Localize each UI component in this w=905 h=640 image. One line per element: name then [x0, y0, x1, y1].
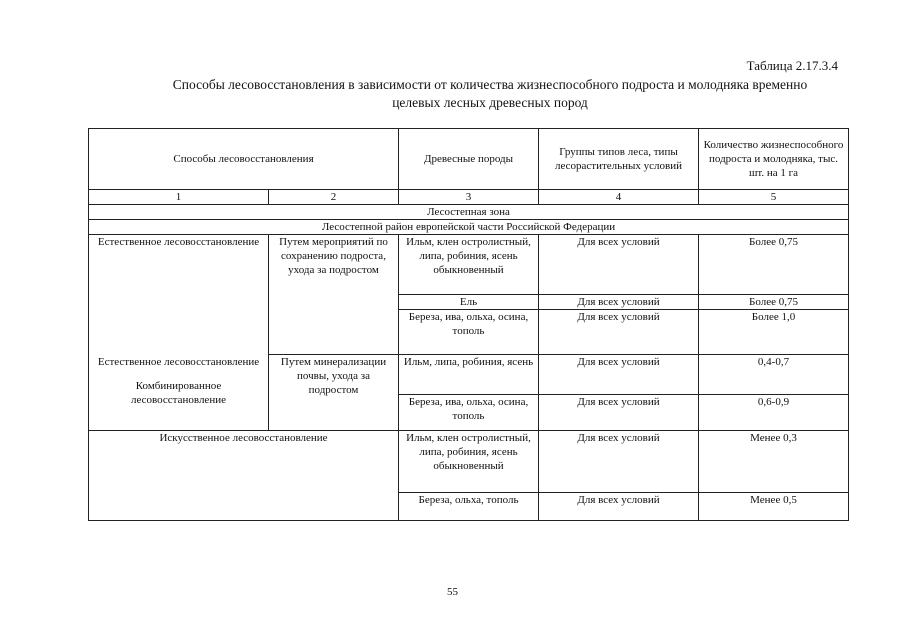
table-row: [89, 355, 849, 395]
header-forest-groups: Группы типов леса, типы лесорастительных условий: [539, 129, 699, 190]
amount-cell: 0,4-0,7: [699, 355, 849, 395]
column-number: 5: [699, 190, 849, 205]
amount-cell: Более 0,75: [699, 235, 849, 295]
conditions-cell: Для всех условий: [539, 395, 699, 431]
conditions-cell: Для всех условий: [539, 493, 699, 521]
column-number: 2: [269, 190, 399, 205]
header-species: Древесные породы: [399, 129, 539, 190]
column-number: 1: [89, 190, 269, 205]
caption-line-2: целевых лесных древесных пород: [392, 95, 588, 110]
method-cell: [89, 355, 269, 431]
conditions-cell: Для всех условий: [539, 310, 699, 355]
region-title: Лесостепной район европейской части Российской Федерации: [89, 220, 849, 235]
header-methods: Способы лесовосстановления: [89, 129, 399, 190]
amount-cell: 0,6-0,9: [699, 395, 849, 431]
zone-row: [89, 205, 849, 220]
species-cell: Ильм, клен остролистный, липа, робиния, ясень обыкновенный: [399, 431, 539, 493]
amount-cell: Менее 0,5: [699, 493, 849, 521]
method-combined: Комбинированное лесовосстановление: [131, 379, 226, 406]
table-row: [89, 431, 849, 493]
species-cell: Ильм, липа, робиния, ясень: [399, 355, 539, 395]
column-number: 3: [399, 190, 539, 205]
header-row: [89, 129, 849, 190]
amount-cell: Более 0,75: [699, 295, 849, 310]
measures-cell: Путем минерализации почвы, ухода за подростом: [269, 355, 399, 431]
amount-cell: Более 1,0: [699, 310, 849, 355]
species-cell: Ильм, клен остролистный, липа, робиния, ясень обыкновенный: [399, 235, 539, 295]
conditions-cell: Для всех условий: [539, 295, 699, 310]
method-artificial: Искусственное лесовосстановление: [89, 431, 399, 521]
reforestation-table: [88, 128, 849, 521]
species-cell: Береза, ольха, тополь: [399, 493, 539, 521]
column-number-row: [89, 190, 849, 205]
zone-title: Лесостепная зона: [89, 205, 849, 220]
conditions-cell: Для всех условий: [539, 431, 699, 493]
table-row: [89, 235, 849, 295]
conditions-cell: Для всех условий: [539, 355, 699, 395]
region-row: [89, 220, 849, 235]
conditions-cell: Для всех условий: [539, 235, 699, 295]
method-natural: Естественное лесовосстановление: [97, 355, 260, 368]
page-number: 55: [447, 586, 458, 598]
header-quantity: Количество жизнеспособного подроста и молодняка, тыс. шт. на 1 га: [699, 129, 849, 190]
amount-cell: Менее 0,3: [699, 431, 849, 493]
measures-cell: Путем мероприятий по сохранению подроста, ухода за подростом: [269, 235, 399, 355]
table-caption: [100, 76, 880, 112]
species-cell: Береза, ива, ольха, осина, тополь: [399, 310, 539, 355]
caption-line-1: Способы лесовосстановления в зависимости от количества жизнеспособного подроста и молодняка временно: [172, 77, 808, 92]
column-number: 4: [539, 190, 699, 205]
species-cell: Береза, ива, ольха, осина, тополь: [399, 395, 539, 431]
species-cell: Ель: [399, 295, 539, 310]
method-cell: Естественное лесовосстановление: [89, 235, 269, 355]
table-number: Таблица 2.17.3.4: [746, 58, 838, 73]
